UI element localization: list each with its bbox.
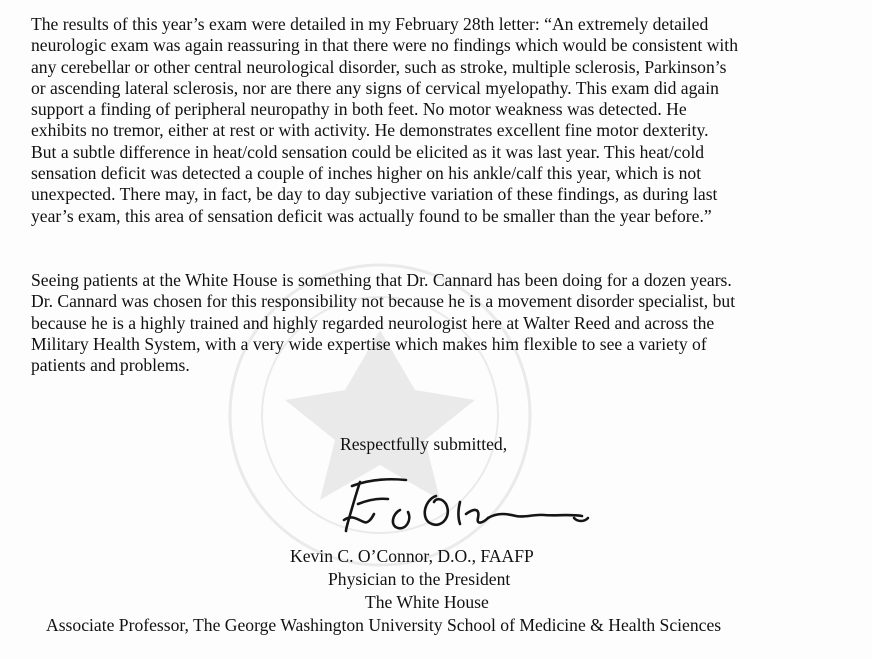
paragraph-line: sensation deficit was detected a couple of inches higher on his ankle/calf this year, which is not — [31, 163, 702, 184]
paragraph-line: neurologic exam was again reassuring in that there were no findings which would be consistent with — [31, 35, 738, 56]
signer-title: Physician to the President — [328, 569, 511, 589]
paragraph-line: unexpected. There may, in fact, be day to day subjective variation of these findings, as during last — [31, 184, 718, 205]
signer-name: Kevin C. O’Connor, D.O., FAAFP — [290, 546, 534, 566]
signer-office: The White House — [365, 592, 489, 612]
paragraph-line: exhibits no tremor, either at rest or with activity. He demonstrates excellent fine motor dexterity. — [31, 120, 709, 141]
paragraph-line: because he is a highly trained and highly regarded neurologist here at Walter Reed and across the — [31, 312, 715, 333]
paragraph-line: The results of this year’s exam were detailed in my February 28th letter: “An extremely detailed — [31, 14, 709, 34]
handwritten-signature — [338, 474, 598, 538]
paragraph-line: But a subtle difference in heat/cold sensation could be elicited as it was last year. This heat/cold — [31, 141, 705, 162]
paragraph-line: or ascending lateral sclerosis, nor are there any signs of cervical myelopathy. This exam did again — [31, 77, 719, 98]
paragraph-line: support a finding of peripheral neuropathy in both feet. No motor weakness was detected. He — [31, 99, 687, 120]
paragraph-line: patients and problems. — [31, 355, 190, 376]
paragraph-line: year’s exam, this area of sensation deficit was actually found to be smaller than the year before.” — [31, 205, 712, 226]
closing-text: Respectfully submitted, — [340, 434, 508, 454]
neurologist-paragraph — [31, 270, 846, 376]
exam-results-paragraph — [31, 14, 846, 227]
paragraph-line: Seeing patients at the White House is something that Dr. Cannard has been doing for a dozen years. — [31, 270, 732, 290]
paragraph-line: Dr. Cannard was chosen for this responsibility not because he is a movement disorder specialist, but — [31, 291, 736, 312]
paragraph-line: Military Health System, with a very wide expertise which makes him flexible to see a variety of — [31, 333, 707, 354]
paragraph-line: any cerebellar or other central neurological disorder, such as stroke, multiple sclerosis, Parkinson’s — [31, 56, 727, 77]
signer-affiliation: Associate Professor, The George Washington University School of Medicine & Health Sciences — [46, 615, 722, 635]
